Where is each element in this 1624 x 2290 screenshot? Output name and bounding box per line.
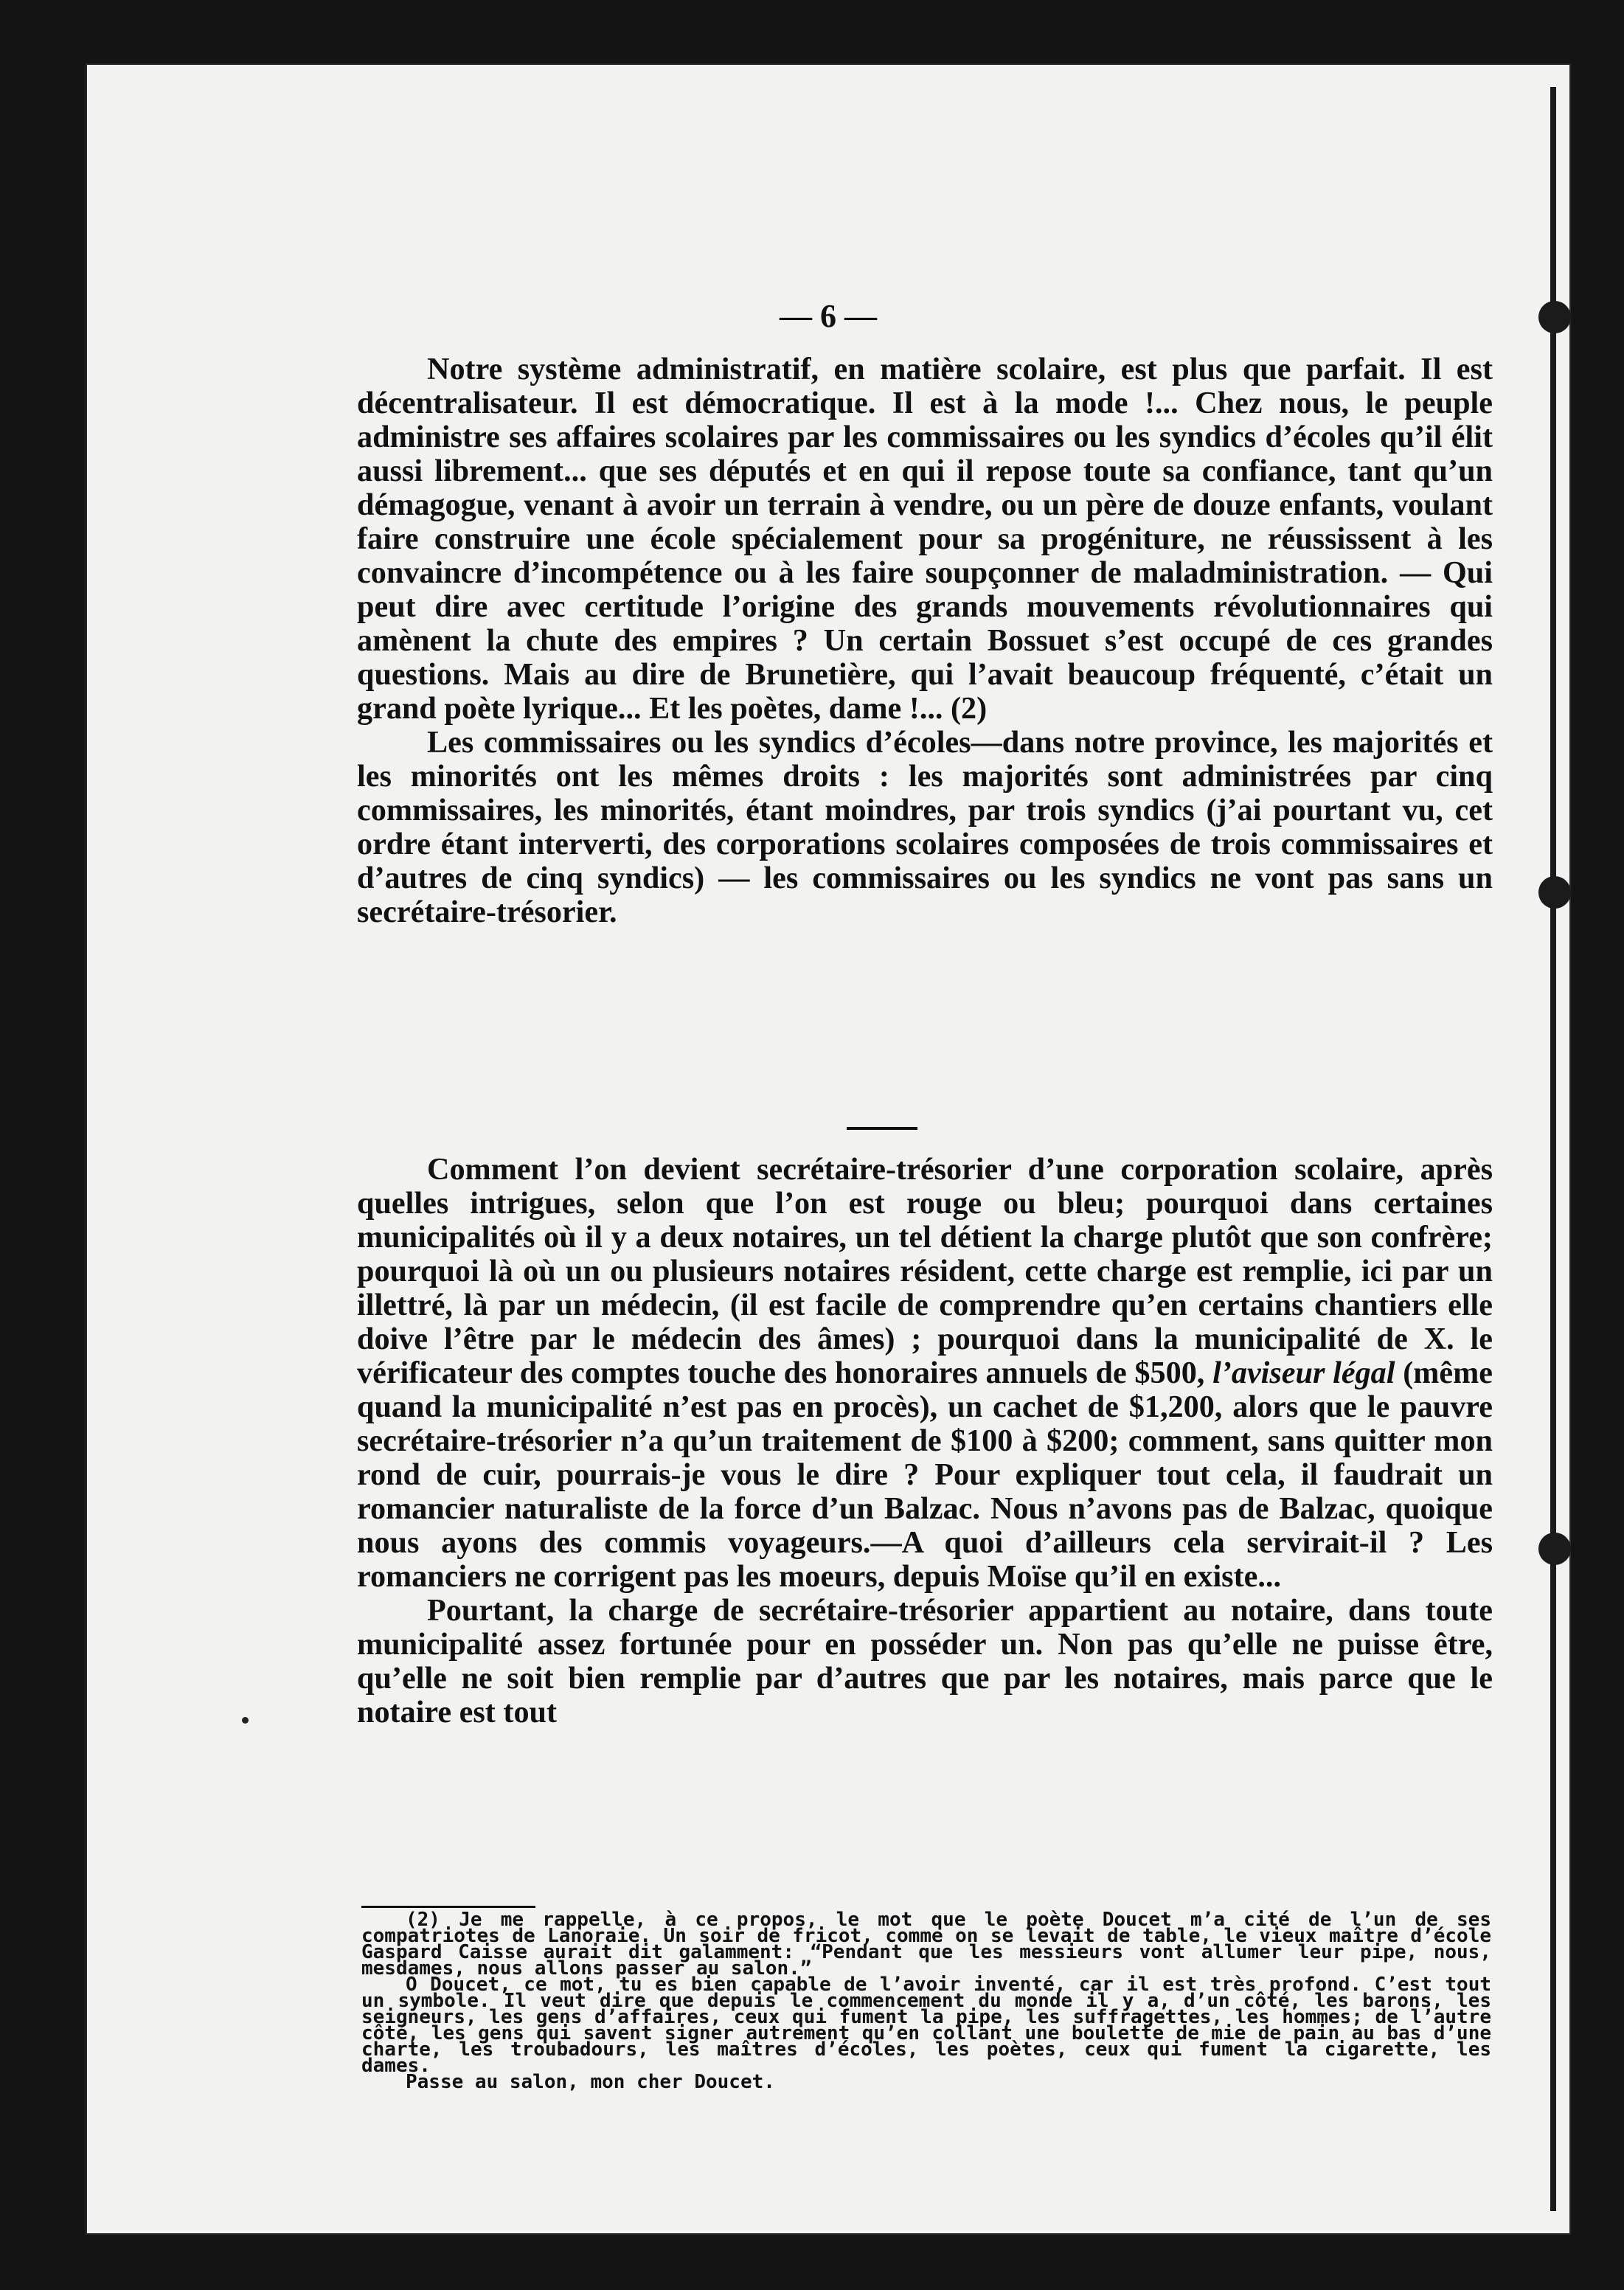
binding-edge-line: [1550, 87, 1556, 2211]
footnote-rule: [361, 1906, 535, 1908]
section-separator: [847, 1127, 917, 1130]
italic-phrase: l’aviseur légal: [1212, 1356, 1395, 1390]
paragraph: Les commissaires ou les syndics d’écoles—dans notre province, les majorités et les minorités ont les mêmes droits : les majorités sont administrées par cinq commissaires, les minorités, étant moindres, par trois syndics (j’ai pourtant vu, cet ordre étant interverti, des corporations scolaires composées de trois commissaires et d’autres de cinq syndics) — les commissaires ou les syndics ne vont pas sans un secrétaire-trésorier.: [357, 725, 1493, 929]
paragraph: Notre système administratif, en matière scolaire, est plus que parfait. Il est décentralisateur. Il est démocratique. Il est à la mode !... Chez nous, le peuple administre ses affaires scolaires par les commissaires ou les syndics d’écoles qu’il élit aussi librement... que ses députés et en qui il repose toute sa confiance, tant qu’un démagogue, venant à avoir un terrain à vendre, ou un père de douze enfants, voulant faire construire une école spécialement pour sa progéniture, ne réussissent à les convaincre d’incompétence ou à les faire soupçonner de maladministration. — Qui peut dire avec certitude l’origine des grands mouvements révolutionnaires qui amènent la chute des empires ? Un certain Bossuet s’est occupé de ces grandes questions. Mais au dire de Brunetière, qui l’avait beaucoup fréquenté, c’était un grand poète lyrique... Et les poètes, dame !... (2): [357, 352, 1493, 726]
footnote-paragraph: Passe au salon, mon cher Doucet.: [406, 2071, 775, 2093]
page-number: — 6 —: [780, 298, 877, 334]
footnote-paragraph: (2) Je me rappelle, à ce propos, le mot que le poète Doucet m’a cité de l’un de ses compatriotes de Lanoraie. Un soir de fricot, comme on se levait de table, le vieux maître d’école Gaspard Caisse aurait dit galamment: “Pendant que les messieurs vont allumer leur pipe, nous, mesdames, nous allons passer au salon.”: [361, 1909, 1491, 1980]
section-two: [357, 1153, 1493, 1729]
paragraph: Pourtant, la charge de secrétaire-trésorier appartient au notaire, dans toute municipalité assez fortunée pour en posséder un. Non pas qu’elle ne puisse être, qu’elle ne soit bien remplie par d’autres que par les notaires, mais parce que le notaire est tout: [357, 1593, 1493, 1729]
footnotes: [361, 1909, 1491, 2093]
footnote-paragraph: O Doucet, ce mot, tu es bien capable de l’avoir inventé, car il est très profond. C’est tout un symbole. Il veut dire que depuis le commencement du monde il y a, d’un côté, les barons, les seigneurs, les gens d’affaires, ceux qui fument la pipe, les suffragettes, les hommes; de l’autre côté, les gens qui savent signer autrement qu’en collant une boulette de mie de pain au bas d’une charte, les troubadours, les maîtres d’écoles, les poètes, ceux qui fument la cigarette, les dames.: [361, 1974, 1491, 2077]
scanned-page: [87, 65, 1569, 2233]
paragraph: Comment l’on devient secrétaire-trésorier d’une corporation scolaire, après quelles intrigues, selon que l’on est rouge ou bleu; pourquoi dans certaines municipalités où il y a deux notaires, un tel détient la charge plutôt que son confrère; pourquoi là où un ou plusieurs notaires résident, cette charge est remplie, ici par un illettré, là par un médecin, (il est facile de comprendre qu’en certains chantiers elle doive l’être par le médecin des âmes) ; pourquoi dans la municipalité de X. le vérificateur des comptes touche des honoraires annuels de $500, l’aviseur légal (même quand la municipalité n’est pas en procès), un cachet de $1,200, alors que le pauvre secrétaire-trésorier n’a qu’un traitement de $100 à $200; comment, sans quitter mon rond de cuir, pourrais-je vous le dire ? Pour expliquer tout cela, il faudrait un romancier naturaliste de la force d’un Balzac. Nous n’avons pas de Balzac, quoique nous ayons des commis voyageurs.—A quoi d’ailleurs cela servirait-il ? Les romanciers ne corrigent pas les moeurs, depuis Moïse qu’il en existe...: [357, 1152, 1493, 1594]
section-one: [357, 353, 1493, 929]
binding-hole-middle: [1538, 876, 1571, 909]
binding-hole-bottom: [1538, 1533, 1571, 1565]
ink-speck: [242, 1717, 249, 1724]
